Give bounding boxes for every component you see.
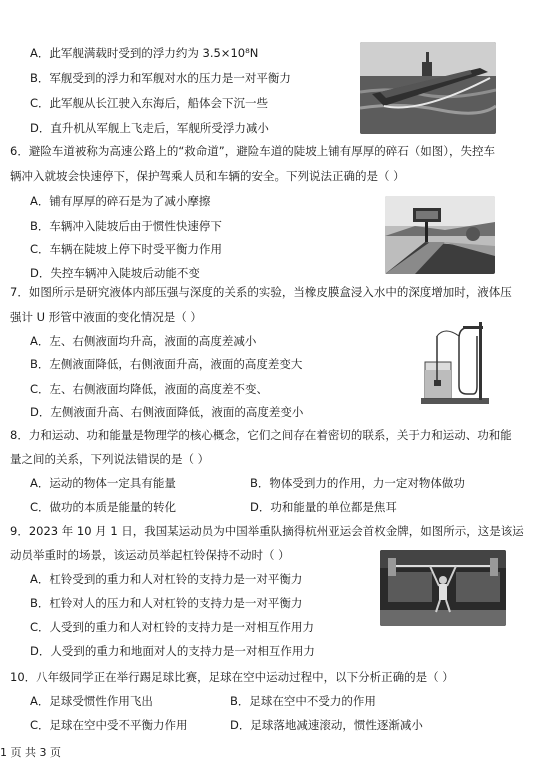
q9-option-c: C．人受到的重力和人对杠铃的支持力是一对相互作用力 bbox=[30, 620, 315, 634]
q10-option-b: B．足球在空中不受力的作用 bbox=[230, 694, 376, 708]
q8-option-c: C．做功的本质是能量的转化 bbox=[30, 500, 177, 514]
q9-option-d: D．人受到的重力和地面对人的支持力是一对相互作用力 bbox=[30, 644, 315, 658]
q5-option-a: A．此军舰满载时受到的浮力约为 3.5×10⁸N bbox=[30, 46, 259, 60]
q10-stem: 10．八年级同学正在举行踢足球比赛，足球在空中运动过程中，以下分析正确的是（ ） bbox=[10, 670, 454, 684]
q6-option-b: B．车辆冲入陡坡后由于惯性快速停下 bbox=[30, 219, 222, 233]
q9-option-b: B．杠铃对人的压力和人对杠铃的支持力是一对平衡力 bbox=[30, 596, 303, 610]
q6-option-d: D．失控车辆冲入陡坡后动能不变 bbox=[30, 266, 200, 280]
q5-option-c: C．此军舰从长江驶入东海后，船体会下沉一些 bbox=[30, 96, 269, 110]
q9-stem-line2: 动员举重时的场景，该运动员举起杠铃保持不动时（ ） bbox=[10, 548, 290, 562]
q10-option-a: A．足球受惯性作用飞出 bbox=[30, 694, 153, 708]
q8-option-a: A．运动的物体一定具有能量 bbox=[30, 476, 176, 490]
q8-stem-line2: 量之间的关系，下列说法错误的是（ ） bbox=[10, 452, 210, 466]
q10-option-d: D．足球落地减速滚动，惯性逐渐减小 bbox=[230, 718, 423, 732]
q6-option-c: C．车辆在陡坡上停下时受平衡力作用 bbox=[30, 242, 223, 256]
q7-stem-line2: 强计 U 形管中液面的变化情况是（ ） bbox=[10, 310, 202, 324]
page-footer: 1 页 共 3 页 bbox=[0, 746, 61, 759]
q6-stem-line2: 辆冲入就坡会快速停下，保护驾乘人员和车辆的安全。下列说法正确的是（ ） bbox=[10, 169, 405, 183]
q7-stem-line1: 7．如图所示是研究液体内部压强与深度的关系的实验，当橡皮膜盒浸入水中的深度增加时，液体压 bbox=[10, 285, 512, 299]
q7-option-a: A．左、右侧液面均升高，液面的高度差减小 bbox=[30, 334, 257, 348]
q7-option-c: C．左、右侧液面均降低，液面的高度差不变、 bbox=[30, 382, 269, 396]
q6-option-a: A．铺有厚厚的碎石是为了减小摩擦 bbox=[30, 194, 211, 208]
q9-option-a: A．杠铃受到的重力和人对杠铃的支持力是一对平衡力 bbox=[30, 572, 303, 586]
warship-photo bbox=[360, 42, 496, 134]
q5-option-d: D．直升机从军舰上飞走后，军舰所受浮力减小 bbox=[30, 121, 269, 135]
escape-ramp-photo bbox=[385, 196, 495, 274]
q6-stem-line1: 6．避险车道被称为高速公路上的“救命道”，避险车道的陡坡上铺有厚厚的碎石（如图），失控车 bbox=[10, 144, 495, 158]
q7-option-d: D．左侧液面升高、右侧液面降低，液面的高度差变小 bbox=[30, 405, 304, 419]
q8-stem-line1: 8．力和运动、功和能量是物理学的核心概念，它们之间存在着密切的联系，关于力和运动、功和能 bbox=[10, 428, 512, 442]
q5-option-b: B．军舰受到的浮力和军舰对水的压力是一对平衡力 bbox=[30, 71, 291, 85]
q8-option-d: D．功和能量的单位都是焦耳 bbox=[250, 500, 397, 514]
q10-option-c: C．足球在空中受不平衡力作用 bbox=[30, 718, 188, 732]
q8-option-b: B．物体受到力的作用，力一定对物体做功 bbox=[250, 476, 465, 490]
pressure-gauge-diagram bbox=[415, 316, 495, 410]
weightlifter-photo bbox=[380, 550, 506, 626]
q9-stem-line1: 9．2023 年 10 月 1 日，我国某运动员为中国举重队摘得杭州亚运会首枚金牌，如图所示，这是该运 bbox=[10, 524, 524, 538]
q7-option-b: B．左侧液面降低，右侧液面升高，液面的高度差变大 bbox=[30, 357, 303, 371]
